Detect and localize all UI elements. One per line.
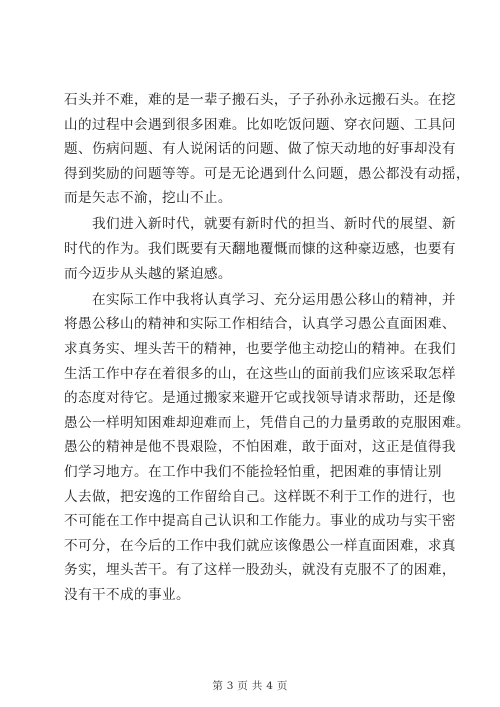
text-line: 题、伤病问题、有人说闲话的问题、做了惊天动地的好事却没有: [64, 141, 456, 158]
paragraph-3: [64, 288, 470, 608]
paragraph-2: [64, 212, 456, 286]
text-line: 石头并不难，难的是一辈子搬石头，子子孙孙永远搬石头。在挖: [64, 92, 456, 108]
text-line: 愚公一样明知困难却迎难而上，凭借自己的力量勇敢的克服困难。: [64, 414, 470, 431]
document-body: [64, 88, 470, 609]
text-line: 的态度对待它。是通过搬家来避开它或找领导请求帮助，还是像: [64, 390, 456, 407]
text-line: 生活工作中存在着很多的山，在这些山的面前我们应该采取怎样: [64, 365, 456, 382]
text-line: 我们进入新时代，就要有新时代的担当、新时代的展望、新: [92, 216, 456, 233]
text-line: 山的过程中会遇到很多困难。比如吃饭问题、穿衣问题、工具问: [64, 116, 456, 133]
text-line: 务实，埋头苦干。有了这样一股劲头，就没有克服不了的困难，: [64, 562, 456, 579]
text-line: 不可能在工作中提高自己认识和工作能力。事业的成功与实干密: [64, 513, 456, 530]
text-line: 时代的作为。我们既要有天翻地覆慨而慷的这种豪迈感，也要有: [64, 241, 456, 258]
text-line: 而是矢志不渝，挖山不止。: [64, 190, 232, 207]
text-line: 不可分，在今后的工作中我们就应该像愚公一样直面困难，求真: [64, 537, 456, 554]
page-number-footer: 第 3 页 共 4 页: [212, 680, 288, 692]
text-line: 得到奖励的问题等等。可是无论遇到什么问题，愚公都没有动摇，: [64, 165, 470, 182]
paragraph-1: [64, 88, 470, 211]
text-line: 在实际工作中我将认真学习、充分运用愚公移山的精神，并: [92, 291, 456, 308]
text-line: 求真务实、埋头苦干的精神，也要学他主动挖山的精神。在我们: [64, 340, 456, 357]
text-line: 愚公的精神是他不畏艰险，不怕困难，敢于面对，这正是值得我: [64, 439, 456, 456]
text-line: 没有干不成的事业。: [64, 586, 190, 603]
text-line: 而今迈步从头越的紧迫感。: [64, 265, 232, 282]
text-line: 们学习地方。在工作中我们不能捡轻怕重，把困难的事情让别: [64, 463, 442, 480]
text-line: 人去做，把安逸的工作留给自己。这样既不利于工作的进行，也: [64, 488, 456, 505]
text-line: 将愚公移山的精神和实际工作相结合，认真学习愚公直面困难、: [64, 316, 456, 333]
